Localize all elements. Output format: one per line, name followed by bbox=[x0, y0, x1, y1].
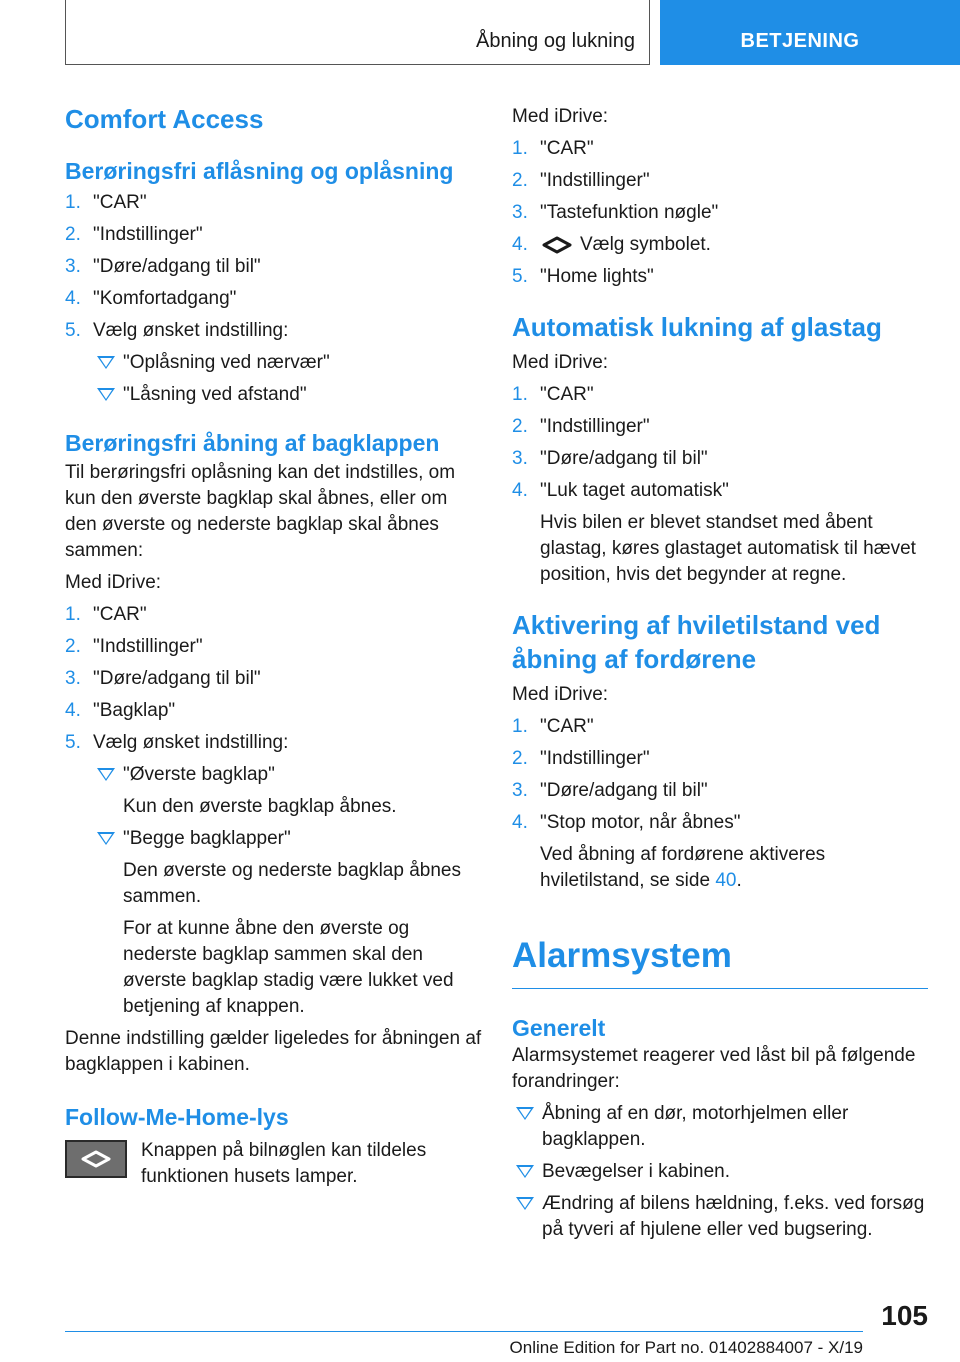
comfort-access-title: Comfort Access bbox=[65, 104, 264, 134]
auto-close-description: Hvis bilen er blevet standset med åbent glastag, køres glastaget automatisk til hævet position, hvis det begynder at regne. bbox=[540, 512, 916, 585]
footer-divider bbox=[65, 1331, 863, 1332]
idrive-label: Med iDrive: bbox=[512, 106, 609, 127]
page-number: 105 bbox=[881, 1300, 928, 1331]
page-reference-link[interactable]: 40 bbox=[715, 870, 737, 891]
list-item: 5. Vælg ønsket indstilling: bbox=[65, 320, 289, 341]
section-heading-tailgate: Berøringsfri åbning af bagklappen bbox=[65, 430, 440, 456]
triangle-bullet-icon bbox=[516, 1197, 534, 1210]
bullet-item: "Begge bagklapper" bbox=[93, 826, 483, 852]
section-heading-keyless-locking: Berøringsfri aflåsning og oplåsning bbox=[65, 158, 454, 184]
keyless-locking-steps bbox=[65, 190, 483, 344]
home-lights-key-icon bbox=[540, 236, 574, 254]
idrive-label: Med iDrive: bbox=[65, 572, 162, 593]
bullet-item: "Oplåsning ved nærvær" bbox=[93, 350, 483, 376]
list-item: 2. "Indstillinger" bbox=[65, 224, 203, 245]
option-description: Kun den øverste bagklap åbnes. bbox=[123, 796, 397, 817]
list-item: 1. "CAR" bbox=[65, 604, 147, 625]
heading-divider bbox=[512, 988, 928, 989]
header-section-box bbox=[65, 0, 650, 65]
list-item: 2. "Indstillinger" bbox=[512, 416, 650, 437]
tailgate-options-2 bbox=[65, 826, 483, 852]
bullet-item: Ændring af bilens hældning, f.eks. ved forsøg på tyveri af hjulene eller ved bugsering. bbox=[512, 1191, 928, 1243]
section-heading-follow-me-home: Follow-Me-Home-lys bbox=[65, 1104, 289, 1130]
footer-edition: Online Edition for Part no. 01402884007 - X/19 bbox=[509, 1338, 863, 1357]
list-item: 3. "Tastefunktion nøgle" bbox=[512, 202, 719, 223]
option-note: For at kunne åbne den øverste og nederste bagklap sammen skal den øverste bagklap stadig være lukket ved betjening af knappen. bbox=[123, 918, 454, 1017]
triangle-bullet-icon bbox=[97, 768, 115, 781]
follow-me-home-text: Knappen på bilnøglen kan tildeles funktionen husets lamper. bbox=[141, 1140, 427, 1187]
keyless-locking-options bbox=[65, 350, 483, 408]
key-function-steps bbox=[512, 136, 928, 290]
left-column bbox=[65, 100, 483, 1190]
triangle-bullet-icon bbox=[97, 832, 115, 845]
triangle-bullet-icon bbox=[516, 1107, 534, 1120]
list-item: 1. "CAR" bbox=[65, 192, 147, 213]
bullet-item: "Låsning ved afstand" bbox=[93, 382, 483, 408]
bullet-item: "Øverste bagklap" bbox=[93, 762, 483, 788]
header-chapter-tab bbox=[660, 0, 960, 65]
list-item: 4. Vælg symbolet. bbox=[512, 234, 711, 255]
alarm-intro: Alarmsystemet reagerer ved låst bil på følgende forandringer: bbox=[512, 1045, 916, 1092]
list-item: 4. "Bagklap" bbox=[65, 700, 176, 721]
list-item: 5. Vælg ønsket indstilling: bbox=[65, 732, 289, 753]
list-item: 2. "Indstillinger" bbox=[512, 748, 650, 769]
auto-close-steps bbox=[512, 382, 928, 504]
triangle-bullet-icon bbox=[516, 1165, 534, 1178]
list-item: 2. "Indstillinger" bbox=[512, 170, 650, 191]
triangle-bullet-icon bbox=[97, 356, 115, 369]
tailgate-options bbox=[65, 762, 483, 788]
header-chapter-title: BETJENING bbox=[740, 30, 860, 52]
list-item: 3. "Døre/adgang til bil" bbox=[65, 256, 261, 277]
bullet-item: Bevægelser i kabinen. bbox=[512, 1159, 928, 1185]
list-item: 4. "Komfortadgang" bbox=[65, 288, 237, 309]
list-item: 3. "Døre/adgang til bil" bbox=[512, 780, 708, 801]
list-item: 2. "Indstillinger" bbox=[65, 636, 203, 657]
chapter-heading-alarm-system: Alarmsystem bbox=[512, 936, 732, 975]
list-item: 3. "Døre/adgang til bil" bbox=[512, 448, 708, 469]
section-heading-general: Generelt bbox=[512, 1015, 606, 1041]
list-item: 3. "Døre/adgang til bil" bbox=[65, 668, 261, 689]
triangle-bullet-icon bbox=[97, 388, 115, 401]
home-lights-key-icon bbox=[65, 1140, 127, 1178]
list-item: 1. "CAR" bbox=[512, 138, 594, 159]
list-item: 5. "Home lights" bbox=[512, 266, 654, 287]
list-item: 1. "CAR" bbox=[512, 384, 594, 405]
bullet-item: Åbning af en dør, motorhjelmen eller bagklappen. bbox=[512, 1101, 928, 1153]
alarm-triggers bbox=[512, 1101, 928, 1243]
idrive-label: Med iDrive: bbox=[512, 684, 609, 705]
section-heading-standby: Aktivering af hviletilstand ved åbning af fordørene bbox=[512, 610, 881, 674]
tailgate-outro: Denne indstilling gælder ligeledes for åbningen af bagklappen i kabinen. bbox=[65, 1028, 482, 1075]
list-item: 4. "Luk taget automatisk" bbox=[512, 480, 729, 501]
right-column bbox=[512, 100, 928, 1243]
list-item: 4. "Stop motor, når åbnes" bbox=[512, 812, 741, 833]
idrive-label: Med iDrive: bbox=[512, 352, 609, 373]
standby-description: Ved åbning af fordørene aktiveres hviletilstand, se side 40. bbox=[540, 844, 826, 891]
header-section-title: Åbning og lukning bbox=[475, 30, 635, 52]
tailgate-intro: Til berøringsfri oplåsning kan det indstilles, om kun den øverste bagklap skal åbnes, eller om den øverste og nederste bagklap skal åbnes sammen: bbox=[65, 462, 456, 561]
option-description: Den øverste og nederste bagklap åbnes sammen. bbox=[123, 860, 461, 907]
tailgate-steps bbox=[65, 602, 483, 756]
list-item: 1. "CAR" bbox=[512, 716, 594, 737]
follow-me-home-block bbox=[65, 1138, 483, 1190]
standby-steps bbox=[512, 714, 928, 836]
section-heading-auto-close-roof: Automatisk lukning af glastag bbox=[512, 312, 882, 342]
